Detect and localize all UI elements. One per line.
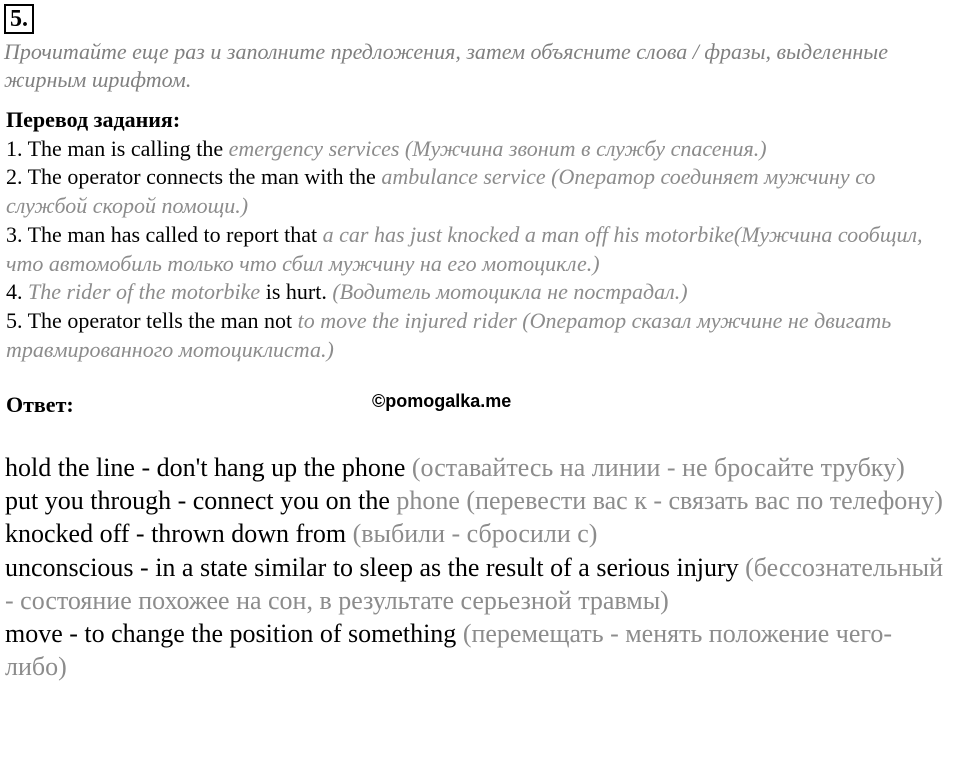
- answer-entry: [5, 617, 945, 683]
- answer-label: Ответ:: [6, 392, 74, 417]
- item-text: The man is calling the: [27, 135, 224, 161]
- answer-english: hold the line - don't hang up the phone: [5, 453, 406, 482]
- translation-item: [6, 163, 946, 220]
- answer-english: unconscious - in a state similar to sleep as the result of a serious injury: [5, 552, 739, 582]
- item-answer: a car has just knocked a man off his motorbike: [322, 221, 734, 247]
- item-russian: (Оператор сказал мужчине не двигать травмированного мотоциклиста.): [6, 307, 892, 362]
- item-russian: (Мужчина сообщил, что автомобиль только что сбил мужчину на его мотоцикле.): [6, 221, 923, 276]
- answer-entry: [5, 517, 945, 550]
- answer-russian: (перемещать - менять положение чего-либо): [5, 619, 893, 682]
- answers-block: [5, 451, 945, 683]
- item-text: The man has called to report that: [27, 221, 318, 247]
- item-number: 3.: [6, 221, 23, 247]
- answer-entry: [5, 451, 945, 484]
- translation-heading: Перевод задания:: [6, 107, 181, 132]
- item-number: 4.: [6, 279, 23, 305]
- answer-russian: (перевести вас к - связать вас по телефону): [466, 486, 943, 516]
- answer-english: knocked off - thrown down from: [5, 519, 347, 549]
- answer-russian: (выбили - сбросили с): [352, 519, 598, 549]
- item-russian: (Мужчина звонит в службу спасения.): [404, 135, 767, 161]
- translation-item: [6, 135, 946, 164]
- translation-item: [6, 307, 946, 364]
- item-text: The operator connects the man with the: [27, 164, 376, 190]
- item-answer: The rider of the motorbike: [28, 279, 261, 305]
- translation-item: [6, 278, 946, 307]
- item-number: 5.: [6, 307, 23, 333]
- item-text: The operator tells the man not: [27, 307, 293, 333]
- answer-english: move - to change the position of something: [5, 619, 457, 649]
- item-russian: (Водитель мотоцикла не пострадал.): [332, 279, 688, 305]
- answer-english-gray: phone: [396, 486, 460, 516]
- answer-english: put you through - connect you on the: [5, 486, 390, 516]
- item-russian: (Оператор соединяет мужчину со службой скорой помощи.): [6, 164, 876, 219]
- item-answer: emergency services: [228, 135, 400, 161]
- translation-block: [6, 106, 946, 364]
- answer-russian: (бессознательный - состояние похожее на сон, в результате серьезной травмы): [5, 552, 944, 615]
- item-number: 1.: [6, 135, 23, 161]
- watermark: ©pomogalka.me: [372, 391, 512, 411]
- item-number: 2.: [6, 164, 23, 190]
- item-tail: is hurt.: [265, 279, 327, 305]
- answer-russian: (оставайтесь на линии - не бросайте трубку): [411, 453, 905, 482]
- item-answer: ambulance service: [381, 164, 546, 190]
- answer-entry: [5, 484, 945, 517]
- answer-entry: [5, 551, 945, 617]
- item-answer: to move the injured rider: [297, 307, 517, 333]
- translation-item: [6, 221, 946, 278]
- task-number-box: 5.: [4, 4, 34, 34]
- task-instruction: Прочитайте еще раз и заполните предложения, затем объясните слова / фразы, выделенные жирным шрифтом.: [4, 39, 888, 92]
